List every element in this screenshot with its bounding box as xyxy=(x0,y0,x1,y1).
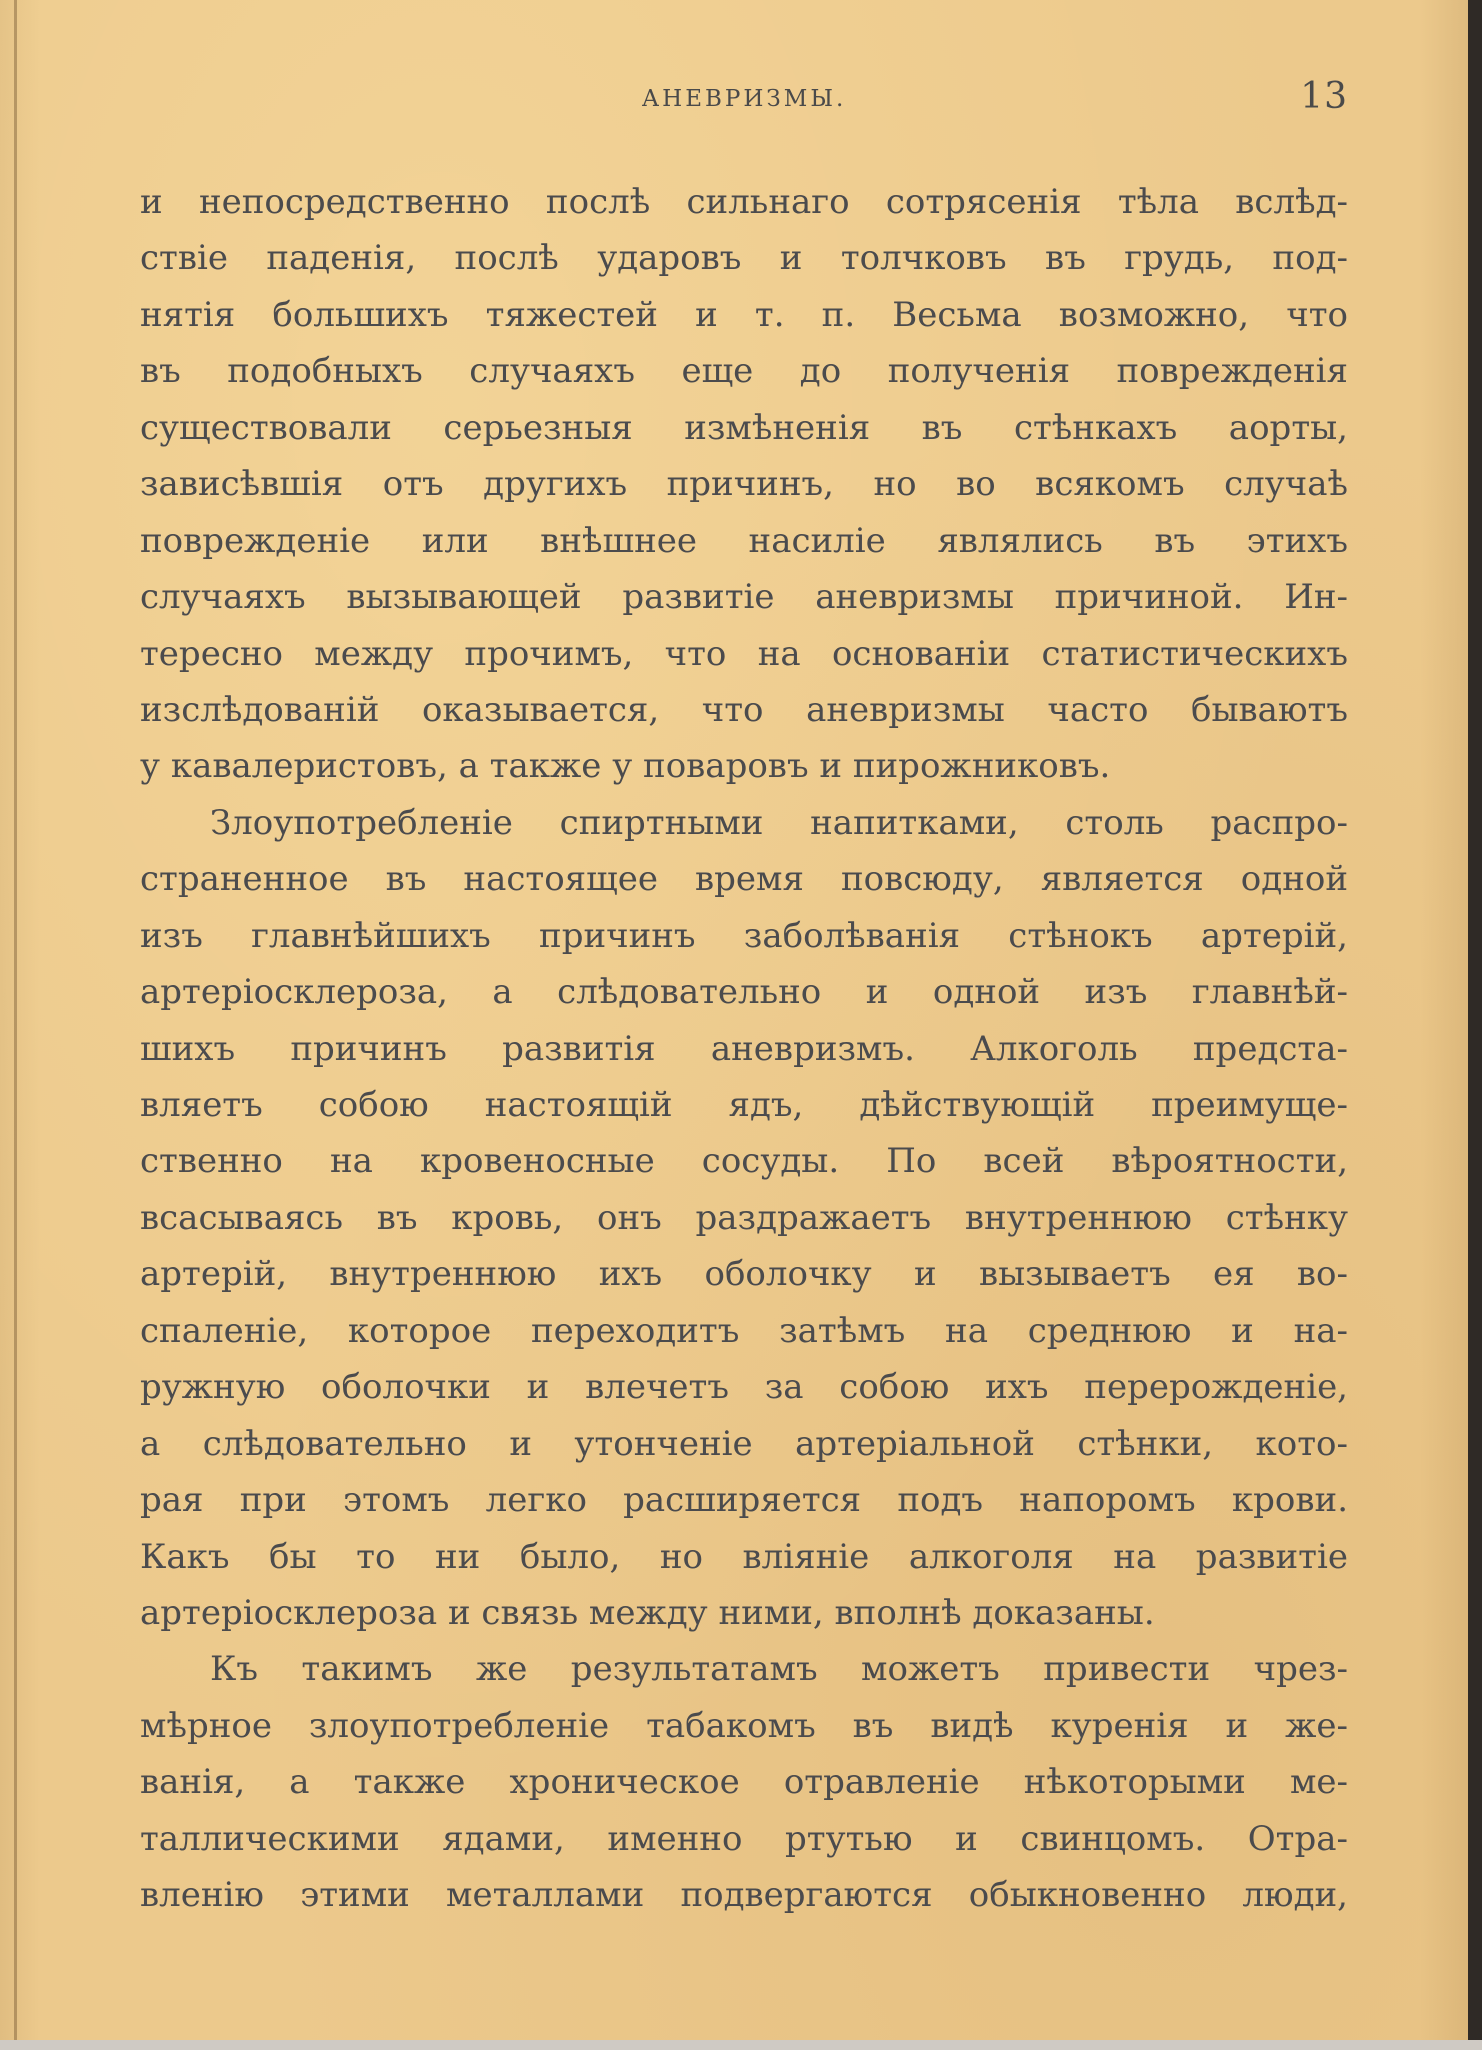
running-head-title: АНЕВРИЗМЫ. xyxy=(641,86,847,112)
text-line: существовали серьезныя измѣненія въ стѣнкахъ аорты, xyxy=(140,407,1348,448)
text-line: тересно между прочимъ, что на основаніи статистическихъ xyxy=(140,633,1348,674)
text-line: Къ такимъ же результатамъ можетъ привести чрез- xyxy=(210,1649,1348,1690)
text-line: артеріосклероза, а слѣдовательно и одной изъ главнѣй- xyxy=(140,972,1348,1013)
text-line: изслѣдованій оказывается, что аневризмы часто бываютъ xyxy=(140,689,1348,730)
text-line: изъ главнѣйшихъ причинъ заболѣванія стѣнокъ артерій, xyxy=(140,915,1348,956)
text-line: нятія большихъ тяжестей и т. п. Весьма возможно, что xyxy=(140,294,1348,335)
text-line: страненное въ настоящее время повсюду, является одной xyxy=(140,859,1348,900)
text-line: вленію этими металлами подвергаются обыкновенно люди, xyxy=(140,1875,1348,1916)
text-line: всасываясь въ кровь, онъ раздражаетъ внутреннюю стѣнку xyxy=(140,1197,1348,1238)
text-line: у кавалеристовъ, а также у поваровъ и пирожниковъ. xyxy=(140,746,1111,787)
body-text xyxy=(140,174,1348,1924)
text-line: артеріосклероза и связь между ними, вполнѣ доказаны. xyxy=(140,1592,1155,1633)
text-line: ственно на кровеносные сосуды. По всей вѣроятности, xyxy=(140,1141,1348,1182)
text-line: таллическими ядами, именно ртутью и свинцомъ. Отра- xyxy=(140,1818,1348,1859)
scan-border-right xyxy=(1468,0,1482,2050)
text-line: шихъ причинъ развитія аневризмъ. Алкоголь предста- xyxy=(140,1028,1348,1069)
text-line: ванія, а также хроническое отравленіе нѣкоторыми ме- xyxy=(140,1762,1348,1803)
text-line: зависѣвшія отъ другихъ причинъ, но во всякомъ случаѣ xyxy=(140,464,1348,505)
text-line: случаяхъ вызывающей развитіе аневризмы причиной. Ин- xyxy=(140,577,1348,618)
text-line: въ подобныхъ случаяхъ еще до полученія поврежденія xyxy=(140,351,1348,392)
text-line: поврежденіе или внѣшнее насиліе являлись въ этихъ xyxy=(140,520,1348,561)
scan-border-bottom xyxy=(0,2040,1482,2050)
text-line: вляетъ собою настоящій ядъ, дѣйствующій преимуще- xyxy=(140,1085,1348,1125)
text-line: ружную оболочки и влечетъ за собою ихъ перерожденіе, xyxy=(140,1367,1348,1408)
text-line: ствіе паденія, послѣ ударовъ и толчковъ въ грудь, под- xyxy=(140,238,1348,279)
page-number: 13 xyxy=(1300,76,1348,117)
text-line: спаленіе, которое переходитъ затѣмъ на среднюю и на- xyxy=(140,1310,1348,1351)
text-line: и непосредственно послѣ сильнаго сотрясенія тѣла вслѣд- xyxy=(140,182,1348,222)
text-line: Какъ бы то ни было, но вліяніе алкоголя на развитіе xyxy=(140,1536,1348,1577)
text-line: мѣрное злоупотребленіе табакомъ въ видѣ куренія и же- xyxy=(140,1705,1348,1746)
text-line: рая при этомъ легко расширяется подъ напоромъ крови. xyxy=(140,1480,1348,1521)
text-line: Злоупотребленіе спиртными напитками, столь распро- xyxy=(210,802,1348,843)
text-line: артерій, внутреннюю ихъ оболочку и вызываетъ ея во- xyxy=(140,1254,1348,1295)
running-head xyxy=(140,78,1348,128)
page-left-edge xyxy=(14,0,17,2040)
text-line: а слѣдовательно и утонченіе артеріальной стѣнки, кото- xyxy=(140,1423,1348,1464)
